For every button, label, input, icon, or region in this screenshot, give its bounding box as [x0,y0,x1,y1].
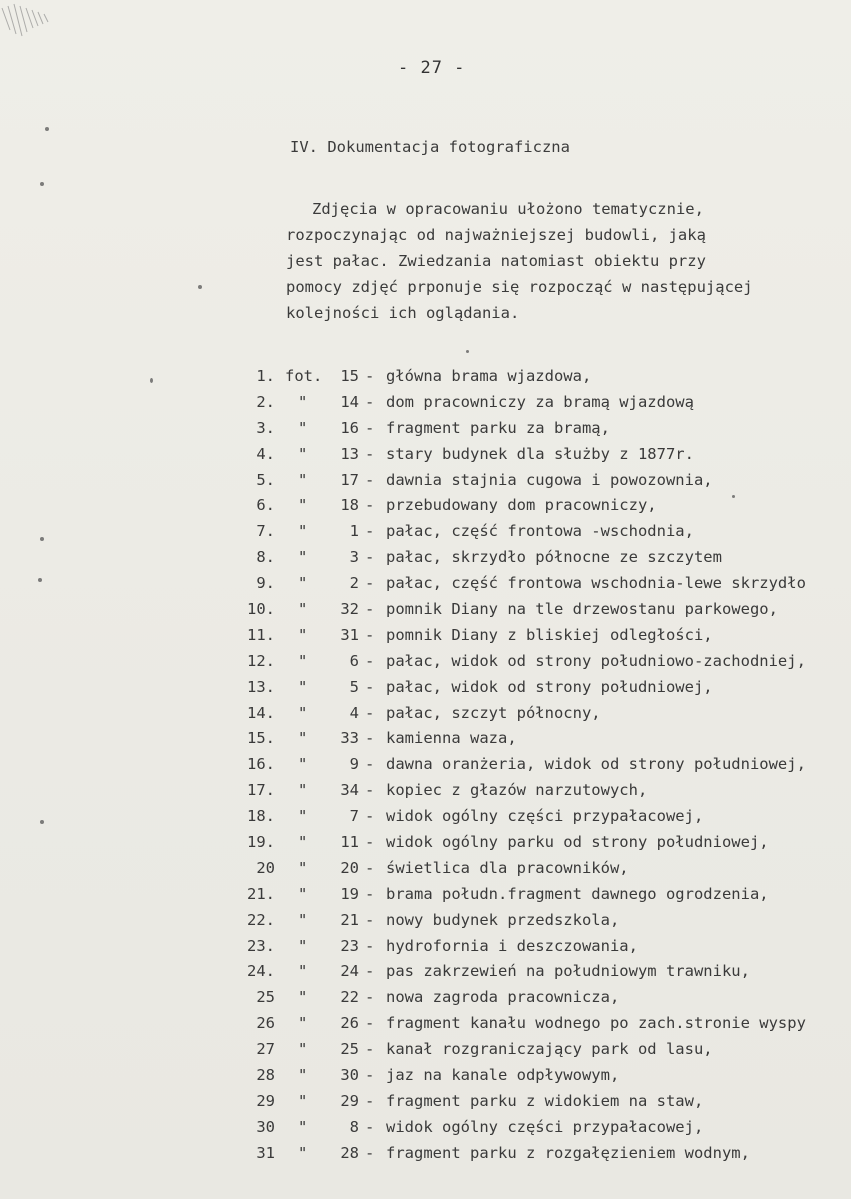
dash-separator: - [365,755,375,774]
photo-number: 31 [340,625,359,644]
margin-speck [40,182,44,186]
dash-separator: - [365,1066,375,1085]
ditto-mark: " [298,703,308,722]
list-item [0,1144,851,1170]
photo-list [0,367,851,1170]
photo-number: 25 [340,1040,359,1059]
list-item [0,600,851,626]
item-number: 24. [247,962,275,981]
item-number: 2. [256,392,275,411]
ditto-mark: " [298,522,308,541]
photo-number: 21 [340,910,359,929]
ditto-mark: " [298,1091,308,1110]
item-description: kanał rozgraniczający park od lasu, [386,1040,713,1059]
list-item [0,729,851,755]
dash-separator: - [365,496,375,515]
dash-separator: - [365,962,375,981]
list-item [0,522,851,548]
margin-speck [466,350,469,353]
item-description: kopiec z głazów narzutowych, [386,781,648,800]
ditto-mark: " [298,470,308,489]
dash-separator: - [365,444,375,463]
item-number: 12. [247,651,275,670]
ditto-mark: " [298,755,308,774]
dash-separator: - [365,1143,375,1162]
photo-number: 18 [340,496,359,515]
ditto-mark: " [298,1117,308,1136]
ditto-mark: " [298,444,308,463]
list-item [0,367,851,393]
dash-separator: - [365,884,375,903]
photo-number: 1 [349,522,359,541]
fot-label: fot. [285,367,323,385]
dash-separator: - [365,858,375,877]
photo-number: 11 [340,833,359,852]
item-description: pałac, część frontowa -wschodnia, [386,522,694,541]
item-description: kamienna waza, [386,729,517,748]
photo-number: 29 [340,1091,359,1110]
ditto-mark: " [298,625,308,644]
list-item [0,445,851,471]
item-number: 22. [247,910,275,929]
item-number: 29 [256,1091,275,1110]
item-description: dawna oranżeria, widok od strony południowej, [386,755,806,774]
photo-number: 28 [340,1143,359,1162]
item-number: 28 [256,1066,275,1085]
list-item [0,911,851,937]
intro-line: pomocy zdjęć prponuje się rozpocząć w następującej [286,278,753,296]
item-number: 6. [256,496,275,515]
item-description: przebudowany dom pracowniczy, [386,496,657,515]
ditto-mark: " [298,651,308,670]
photo-number: 7 [349,807,359,826]
photo-number: 32 [340,600,359,619]
dash-separator: - [365,781,375,800]
item-description: pomnik Diany na tle drzewostanu parkowego, [386,600,778,619]
item-number: 17. [247,781,275,800]
item-number: 3. [256,418,275,437]
dash-separator: - [365,625,375,644]
item-description: stary budynek dla służby z 1877r. [386,444,694,463]
photo-number: 3 [349,548,359,567]
item-description: widok ogólny parku od strony południowej, [386,833,769,852]
item-number: 18. [247,807,275,826]
photo-number: 20 [340,858,359,877]
list-item [0,419,851,445]
list-item [0,678,851,704]
item-description: nowy budynek przedszkola, [386,910,620,929]
ditto-mark: " [298,1014,308,1033]
list-item [0,393,851,419]
dash-separator: - [365,1014,375,1033]
list-item [0,781,851,807]
item-number: 9. [256,574,275,593]
dash-separator: - [365,729,375,748]
list-item [0,859,851,885]
item-description: pas zakrzewień na południowym trawniku, [386,962,750,981]
item-description: nowa zagroda pracownicza, [386,988,620,1007]
ditto-mark: " [298,1066,308,1085]
photo-number: 22 [340,988,359,1007]
item-description: dawnia stajnia cugowa i powozownia, [386,470,713,489]
dash-separator: - [365,470,375,489]
item-number: 8. [256,548,275,567]
ditto-mark: " [298,962,308,981]
dash-separator: - [365,574,375,593]
photo-number: 9 [349,755,359,774]
item-description: widok ogólny części przypałacowej, [386,1117,704,1136]
list-item [0,626,851,652]
dash-separator: - [365,703,375,722]
list-item [0,1040,851,1066]
corner-scribble [0,0,60,60]
item-description: pałac, część frontowa wschodnia-lewe skrzydło [386,574,806,593]
item-description: główna brama wjazdowa, [386,367,592,385]
list-item [0,652,851,678]
dash-separator: - [365,600,375,619]
photo-number: 4 [349,703,359,722]
list-item [0,988,851,1014]
item-number: 7. [256,522,275,541]
item-number: 10. [247,600,275,619]
list-item [0,548,851,574]
item-description: pałac, widok od strony południowo-zachodniej, [386,651,806,670]
photo-number: 13 [340,444,359,463]
item-description: świetlica dla pracowników, [386,858,629,877]
dash-separator: - [365,1117,375,1136]
photo-number: 5 [349,677,359,696]
item-number: 20 [256,858,275,877]
photo-number: 15 [340,367,359,385]
item-number: 14. [247,703,275,722]
list-item [0,1092,851,1118]
dash-separator: - [365,677,375,696]
dash-separator: - [365,1091,375,1110]
list-item [0,807,851,833]
item-number: 26 [256,1014,275,1033]
photo-number: 30 [340,1066,359,1085]
dash-separator: - [365,522,375,541]
intro-line: rozpoczynając od najważniejszej budowli, jaką [286,226,706,244]
item-number: 30 [256,1117,275,1136]
item-description: pomnik Diany z bliskiej odległości, [386,625,713,644]
dash-separator: - [365,936,375,955]
dash-separator: - [365,418,375,437]
item-number: 23. [247,936,275,955]
photo-number: 8 [349,1117,359,1136]
photo-number: 26 [340,1014,359,1033]
item-description: hydrofornia i deszczowania, [386,936,638,955]
list-item [0,1014,851,1040]
item-number: 5. [256,470,275,489]
item-number: 4. [256,444,275,463]
item-number: 21. [247,884,275,903]
ditto-mark: " [298,1040,308,1059]
ditto-mark: " [298,392,308,411]
item-description: fragment parku za bramą, [386,418,610,437]
list-item [0,962,851,988]
dash-separator: - [365,651,375,670]
ditto-mark: " [298,807,308,826]
list-item [0,755,851,781]
item-number: 11. [247,625,275,644]
margin-speck [198,285,202,289]
photo-number: 34 [340,781,359,800]
dash-separator: - [365,833,375,852]
ditto-mark: " [298,677,308,696]
ditto-mark: " [298,418,308,437]
item-description: pałac, szczyt północny, [386,703,601,722]
item-description: dom pracowniczy za bramą wjazdową [386,392,694,411]
ditto-mark: " [298,781,308,800]
item-description: fragment parku z rozgałęzieniem wodnym, [386,1143,750,1162]
ditto-mark: " [298,574,308,593]
item-description: fragment parku z widokiem na staw, [386,1091,704,1110]
photo-number: 14 [340,392,359,411]
photo-number: 33 [340,729,359,748]
item-number: 15. [247,729,275,748]
intro-paragraph [286,196,753,326]
item-number: 16. [247,755,275,774]
list-item [0,496,851,522]
intro-line: jest pałac. Zwiedzania natomiast obiektu przy [286,252,706,270]
photo-number: 6 [349,651,359,670]
page-number: - 27 - [398,58,466,78]
item-description: widok ogólny części przypałacowej, [386,807,704,826]
dash-separator: - [365,988,375,1007]
ditto-mark: " [298,833,308,852]
list-item [0,1118,851,1144]
photo-number: 23 [340,936,359,955]
item-description: jaz na kanale odpływowym, [386,1066,620,1085]
ditto-mark: " [298,858,308,877]
ditto-mark: " [298,936,308,955]
photo-number: 24 [340,962,359,981]
item-number: 25 [256,988,275,1007]
intro-line: kolejności ich oglądania. [286,304,520,322]
ditto-mark: " [298,988,308,1007]
ditto-mark: " [298,910,308,929]
dash-separator: - [365,367,375,385]
ditto-mark: " [298,884,308,903]
ditto-mark: " [298,548,308,567]
list-item [0,1066,851,1092]
ditto-mark: " [298,729,308,748]
item-description: fragment kanału wodnego po zach.stronie wyspy [386,1014,806,1033]
list-item [0,574,851,600]
list-item [0,833,851,859]
list-item [0,471,851,497]
photo-number: 17 [340,470,359,489]
ditto-mark: " [298,600,308,619]
list-item [0,937,851,963]
photo-number: 16 [340,418,359,437]
item-number: 1. [256,367,275,385]
photo-number: 19 [340,884,359,903]
item-description: pałac, skrzydło północne ze szczytem [386,548,722,567]
list-item [0,704,851,730]
item-number: 13. [247,677,275,696]
margin-speck [45,127,49,131]
dash-separator: - [365,392,375,411]
photo-number: 2 [349,574,359,593]
dash-separator: - [365,1040,375,1059]
dash-separator: - [365,548,375,567]
item-number: 27 [256,1040,275,1059]
section-title: IV. Dokumentacja fotograficzna [290,138,570,156]
item-number: 31 [256,1143,275,1162]
dash-separator: - [365,807,375,826]
item-description: pałac, widok od strony południowej, [386,677,713,696]
ditto-mark: " [298,1143,308,1162]
item-number: 19. [247,833,275,852]
item-description: brama połudn.fragment dawnego ogrodzenia, [386,884,769,903]
ditto-mark: " [298,496,308,515]
intro-line: Zdjęcia w opracowaniu ułożono tematycznie, [312,200,704,218]
dash-separator: - [365,910,375,929]
list-item [0,885,851,911]
